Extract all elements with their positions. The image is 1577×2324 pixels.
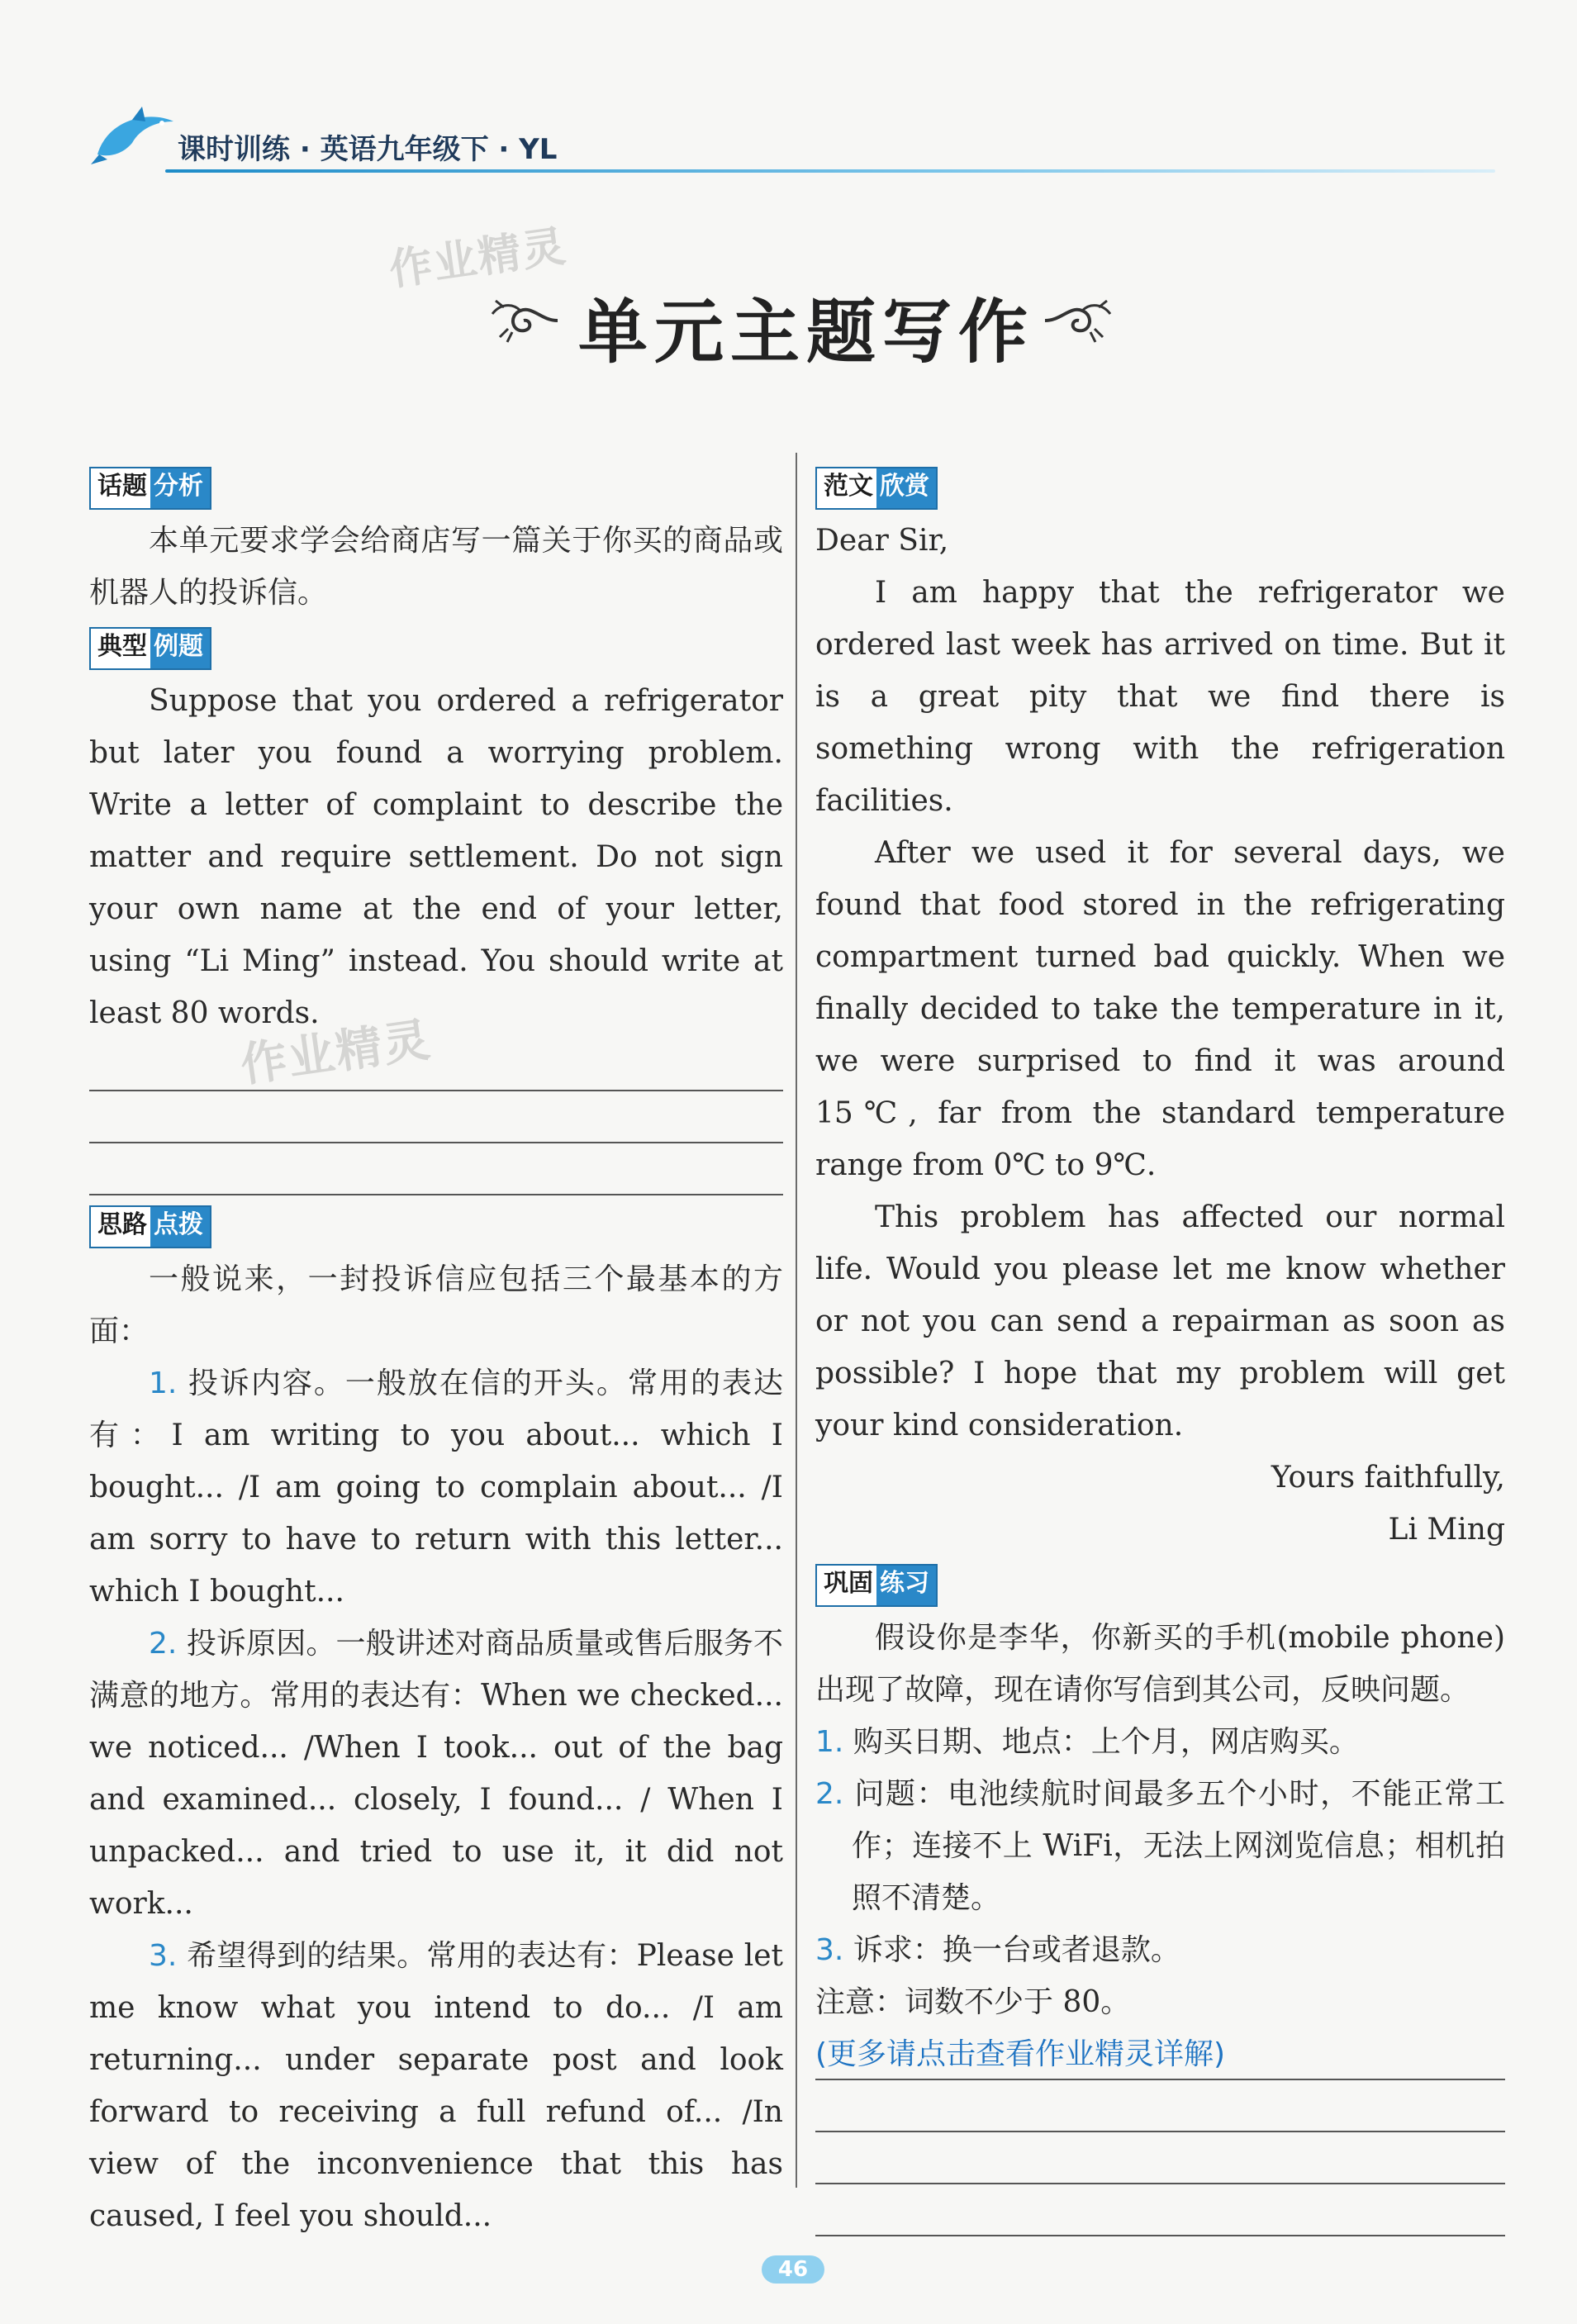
letter-closing: Yours faithfully, [1271, 1461, 1505, 1495]
example-text: Suppose that you ordered a refrigerator but later you found a worrying problem. Write a letter of complaint to describe the matter and require settlement. Do not sign your own name at the end of your letter, using “Li Ming” instead. You should write at least 80 words. [89, 684, 783, 1030]
tag-part-b: 点拨 [150, 1207, 210, 1247]
tip-number: 2. [149, 1627, 178, 1661]
letter-paragraph: This problem has affected our normal life. Would you please let me know whether or not you can send a repairman as soon as possible? I hope that my problem will get your kind consideration. [815, 1200, 1505, 1442]
answer-line[interactable] [815, 2028, 1505, 2080]
tip-text: 希望得到的结果。常用的表达有：Please let me know what you intend to do... /I am returning... under separate post and look forward to receiving a full refund of... /In view of the inconvenience that this has caused, I feel you should... [89, 1939, 783, 2233]
answer-line[interactable] [815, 2080, 1505, 2132]
practice-number: 3. [815, 1933, 844, 1967]
tag-part-a: 思路 [91, 1207, 150, 1247]
practice-item [815, 1924, 1505, 1976]
word-count-note: 注意：词数不少于 80。 [815, 1985, 1131, 2019]
topic-text: 本单元要求学会给商店写一篇关于你买的商品或机器人的投诉信。 [89, 524, 783, 610]
letter-greeting: Dear Sir, [815, 524, 949, 558]
page-number: 46 [762, 2255, 824, 2284]
tag-part-a: 巩固 [817, 1566, 876, 1605]
tips-tag [89, 1205, 211, 1248]
header-title: 课时训练 · 英语九年级下 · YL [178, 133, 558, 166]
practice-text: 诉求：换一台或者退款。 [853, 1933, 1180, 1967]
answer-line[interactable] [815, 2184, 1505, 2236]
example-tag [89, 627, 211, 670]
practice-tag [815, 1564, 938, 1607]
practice-number: 2. [815, 1777, 844, 1811]
letter-signature: Li Ming [1388, 1513, 1505, 1547]
practice-number: 1. [815, 1725, 844, 1759]
tip-number: 1. [149, 1366, 178, 1400]
tip-text: 投诉原因。一般讲述对商品质量或售后服务不满意的地方。常用的表达有：When we checked... we noticed... /When I took... out of the bag and examined... closely, I found... / When I unpacked... and tried to use it, it did not work... [89, 1627, 783, 1921]
tag-part-a: 话题 [91, 468, 150, 508]
answer-line[interactable] [89, 1143, 783, 1195]
tag-part-b: 练习 [876, 1566, 936, 1605]
tag-part-b: 欣赏 [876, 468, 936, 508]
topic-analysis-tag [89, 467, 211, 510]
model-essay-tag [815, 467, 938, 510]
section-title [471, 273, 1132, 373]
tip-item [89, 1618, 783, 1930]
main-title-text: 单元主题写作 [578, 292, 1035, 373]
tip-item [89, 1357, 783, 1618]
letter-paragraph: After we used it for several days, we found that food stored in the refrigerating compartment turned bad quickly. When we finally decided to take the temperature in it, we were surprised to find it was around 15℃, far from the standard temperature range from 0℃ to 9℃. [815, 836, 1505, 1182]
tip-item [89, 1930, 783, 2242]
column-divider [796, 453, 797, 2188]
tip-number: 3. [149, 1939, 178, 1973]
answer-line[interactable] [89, 1091, 783, 1143]
watermark: 作业精灵 [237, 1013, 435, 1093]
ornament-left-icon [487, 296, 562, 345]
tips-intro: 一般说来，一封投诉信应包括三个最基本的方面： [89, 1262, 783, 1348]
answer-line[interactable] [815, 2132, 1505, 2184]
tag-part-b: 分析 [150, 468, 210, 508]
practice-item [815, 1716, 1505, 1768]
header [91, 103, 1495, 178]
tag-part-b: 例题 [150, 629, 210, 668]
practice-text: 购买日期、地点：上个月，网店购买。 [853, 1725, 1359, 1759]
answer-line[interactable] [89, 1039, 783, 1091]
letter-paragraph: I am happy that the refrigerator we ordered last week has arrived on time. But it is a great pity that we find there is something wrong with the refrigeration facilities. [815, 576, 1505, 818]
dolphin-logo-icon [91, 103, 182, 178]
practice-text: 问题：电池续航时间最多五个小时，不能正常工作；连接不上 WiFi，无法上网浏览信息；相机拍照不清楚。 [852, 1777, 1505, 1915]
header-rule [165, 169, 1495, 173]
practice-item [815, 1768, 1505, 1924]
left-column [89, 459, 783, 2242]
tag-part-a: 典型 [91, 629, 150, 668]
watermark: 作业精灵 [386, 221, 570, 296]
ornament-right-icon [1041, 296, 1115, 345]
practice-intro: 假设你是李华，你新买的手机(mobile phone)出现了故障，现在请你写信到其公司，反映问题。 [815, 1621, 1505, 1707]
tip-text: 投诉内容。一般放在信的开头。常用的表达有：I am writing to you about... which I bought... /I am going to complain about... /I am sorry to have to return with this letter... which I bought... [89, 1366, 783, 1609]
more-details-link[interactable]: (更多请点击查看作业精灵详解) [815, 2037, 1226, 2071]
right-column [815, 459, 1505, 2236]
tag-part-a: 范文 [817, 468, 876, 508]
